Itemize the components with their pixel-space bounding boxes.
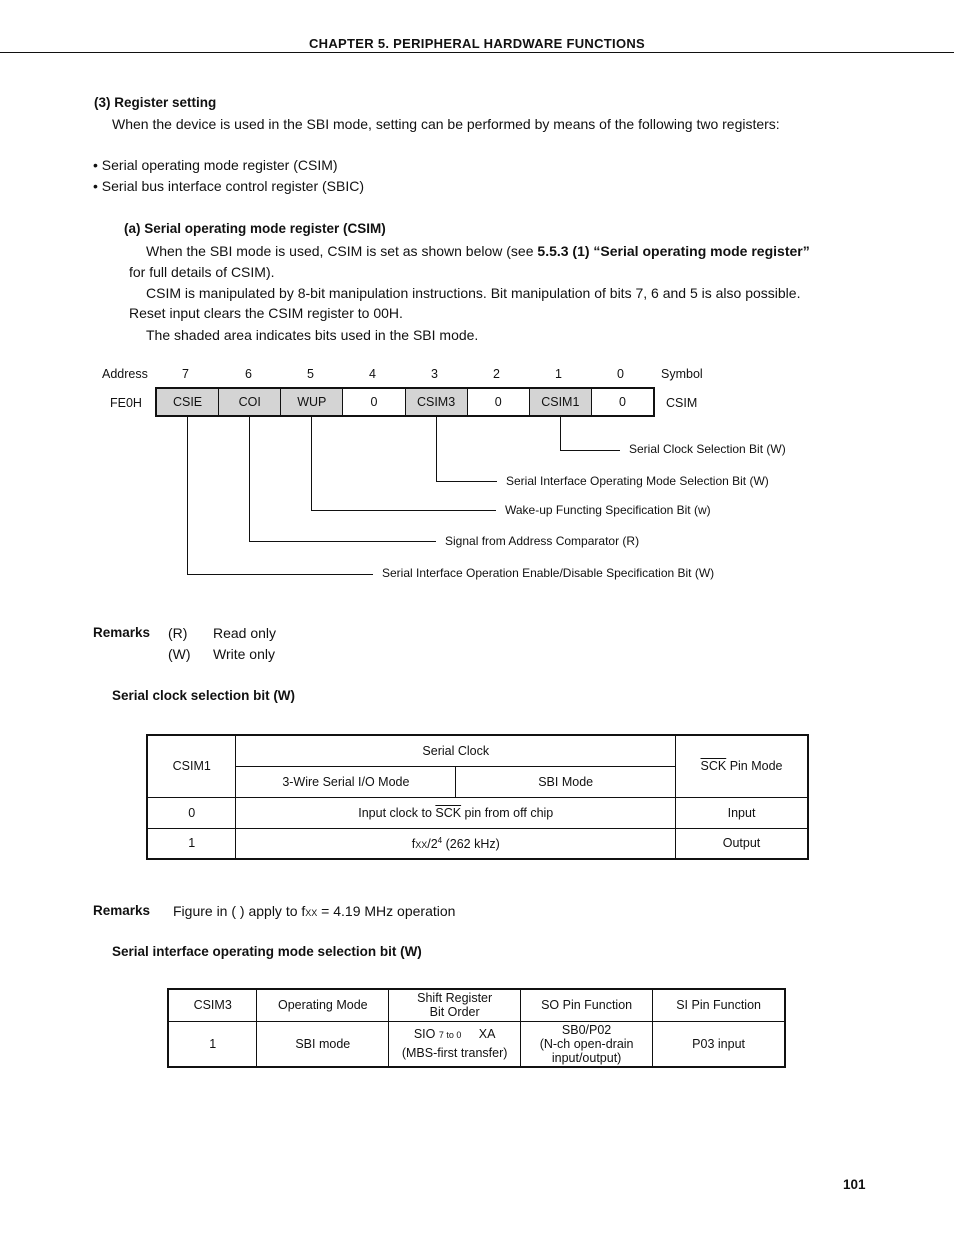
remarks-label: Remarks <box>93 625 151 640</box>
bit-number: 7 <box>182 367 189 381</box>
header-shift-register: Shift Register Bit Order <box>389 989 521 1021</box>
cross-reference: 5.5.3 (1) “Serial operating mode register” <box>537 243 810 259</box>
header-rule <box>0 52 954 53</box>
callout-line <box>560 417 561 450</box>
row-pin-mode: Output <box>676 828 808 859</box>
bullet-item: • Serial operating mode register (CSIM) <box>93 157 338 173</box>
callout-line <box>436 417 437 481</box>
row-value: 0 <box>147 797 236 828</box>
bit-number: 4 <box>369 367 376 381</box>
header-so-pin: SO Pin Function <box>521 989 653 1021</box>
header-si-pin: SI Pin Function <box>653 989 785 1021</box>
remark-text: Figure in ( ) apply to fXX = 4.19 MHz operation <box>173 903 456 919</box>
paragraph-3: The shaded area indicates bits used in the SBI mode. <box>146 327 479 343</box>
header-3wire: 3-Wire Serial I/O Mode <box>236 766 456 797</box>
bit-coi: COI <box>219 389 281 415</box>
bit-0: 0 <box>592 389 653 415</box>
register-address: FE0H <box>110 396 142 410</box>
callout-line <box>436 481 497 482</box>
remark-text: Write only <box>213 646 275 662</box>
table-row <box>147 797 808 828</box>
address-label: Address <box>102 367 148 381</box>
remark-code: (W) <box>168 646 191 662</box>
remarks-label: Remarks <box>93 903 151 918</box>
header-csim3: CSIM3 <box>168 989 257 1021</box>
callout-label: Wake-up Functing Specification Bit (w) <box>505 503 711 517</box>
bit-wup: WUP <box>281 389 343 415</box>
callout-label: Signal from Address Comparator (R) <box>445 534 640 548</box>
mode-section-heading: Serial interface operating mode selection bit (W) <box>112 944 422 959</box>
symbol-label: Symbol <box>661 367 703 381</box>
row-operating-mode: SBI mode <box>257 1021 389 1067</box>
table-row <box>147 828 808 859</box>
header-serial-clock: Serial Clock <box>236 735 676 766</box>
chapter-header: CHAPTER 5. PERIPHERAL HARDWARE FUNCTIONS <box>308 36 646 51</box>
paragraph-2: CSIM is manipulated by 8-bit manipulation instructions. Bit manipulation of bits 7, 6 and 5 is also possible. <box>146 285 801 301</box>
remark-text: Read only <box>213 625 277 641</box>
section-heading: (3) Register setting <box>94 95 217 110</box>
remark-code: (R) <box>168 625 188 641</box>
bit-4: 0 <box>343 389 405 415</box>
bit-csim1: CSIM1 <box>530 389 592 415</box>
row-value: 1 <box>147 828 236 859</box>
bit-number: 5 <box>307 367 314 381</box>
header-sbi-mode: SBI Mode <box>456 766 676 797</box>
bit-number: 2 <box>493 367 500 381</box>
subsection-heading: (a) Serial operating mode register (CSIM) <box>124 221 386 236</box>
register-symbol: CSIM <box>666 396 698 410</box>
row-pin-mode: Input <box>676 797 808 828</box>
callout-line <box>311 510 496 511</box>
callout-label: Serial Clock Selection Bit (W) <box>629 442 786 456</box>
section-intro: When the device is used in the SBI mode, setting can be performed by means of the following two registers: <box>112 116 780 132</box>
callout-label: Serial Interface Operation Enable/Disable Specification Bit (W) <box>382 566 715 580</box>
bullet-item: • Serial bus interface control register (SBIC) <box>93 178 365 194</box>
row-clock: Input clock to $\overline{SCK}$ pin from off chip <box>236 797 676 828</box>
callout-line <box>249 541 436 542</box>
bit-number: 0 <box>617 367 624 381</box>
header-sck-pin-mode: $\overline{SCK}$ Pin Mode <box>676 735 808 797</box>
row-clock: fXX/$2^4$ (262 kHz) <box>236 828 676 859</box>
header-operating-mode: Operating Mode <box>257 989 389 1021</box>
csim-register <box>155 387 655 417</box>
callout-label: Serial Interface Operating Mode Selection Bit (W) <box>506 474 769 488</box>
bit-number: 6 <box>245 367 252 381</box>
bit-csim3: CSIM3 <box>406 389 468 415</box>
paragraph-2-cont: Reset input clears the CSIM register to 00H. <box>129 305 403 321</box>
callout-line <box>187 574 373 575</box>
table-row <box>168 1021 785 1067</box>
clock-section-heading: Serial clock selection bit (W) <box>112 688 296 703</box>
operating-mode-table <box>167 988 786 1068</box>
bit-csie: CSIE <box>157 389 219 415</box>
paragraph-1: When the SBI mode is used, CSIM is set as shown below (see 5.5.3 (1) “Serial operating mode register” <box>146 243 810 259</box>
bit-number: 3 <box>431 367 438 381</box>
row-shift-register: SIO 7 to 0 XA (MBS-first transfer) <box>389 1021 521 1067</box>
bit-2: 0 <box>468 389 530 415</box>
page-number: 101 <box>843 1177 866 1192</box>
bit-number: 1 <box>555 367 562 381</box>
row-so-pin: SB0/P02 (N-ch open-drain input/output) <box>521 1021 653 1067</box>
serial-clock-table <box>146 734 809 860</box>
callout-line <box>311 417 312 510</box>
header-csim1: CSIM1 <box>147 735 236 797</box>
paragraph-1-cont: for full details of CSIM). <box>129 264 275 280</box>
callout-line <box>560 450 620 451</box>
callout-line <box>249 417 250 541</box>
row-si-pin: P03 input <box>653 1021 785 1067</box>
callout-line <box>187 417 188 574</box>
row-csim3: 1 <box>168 1021 257 1067</box>
